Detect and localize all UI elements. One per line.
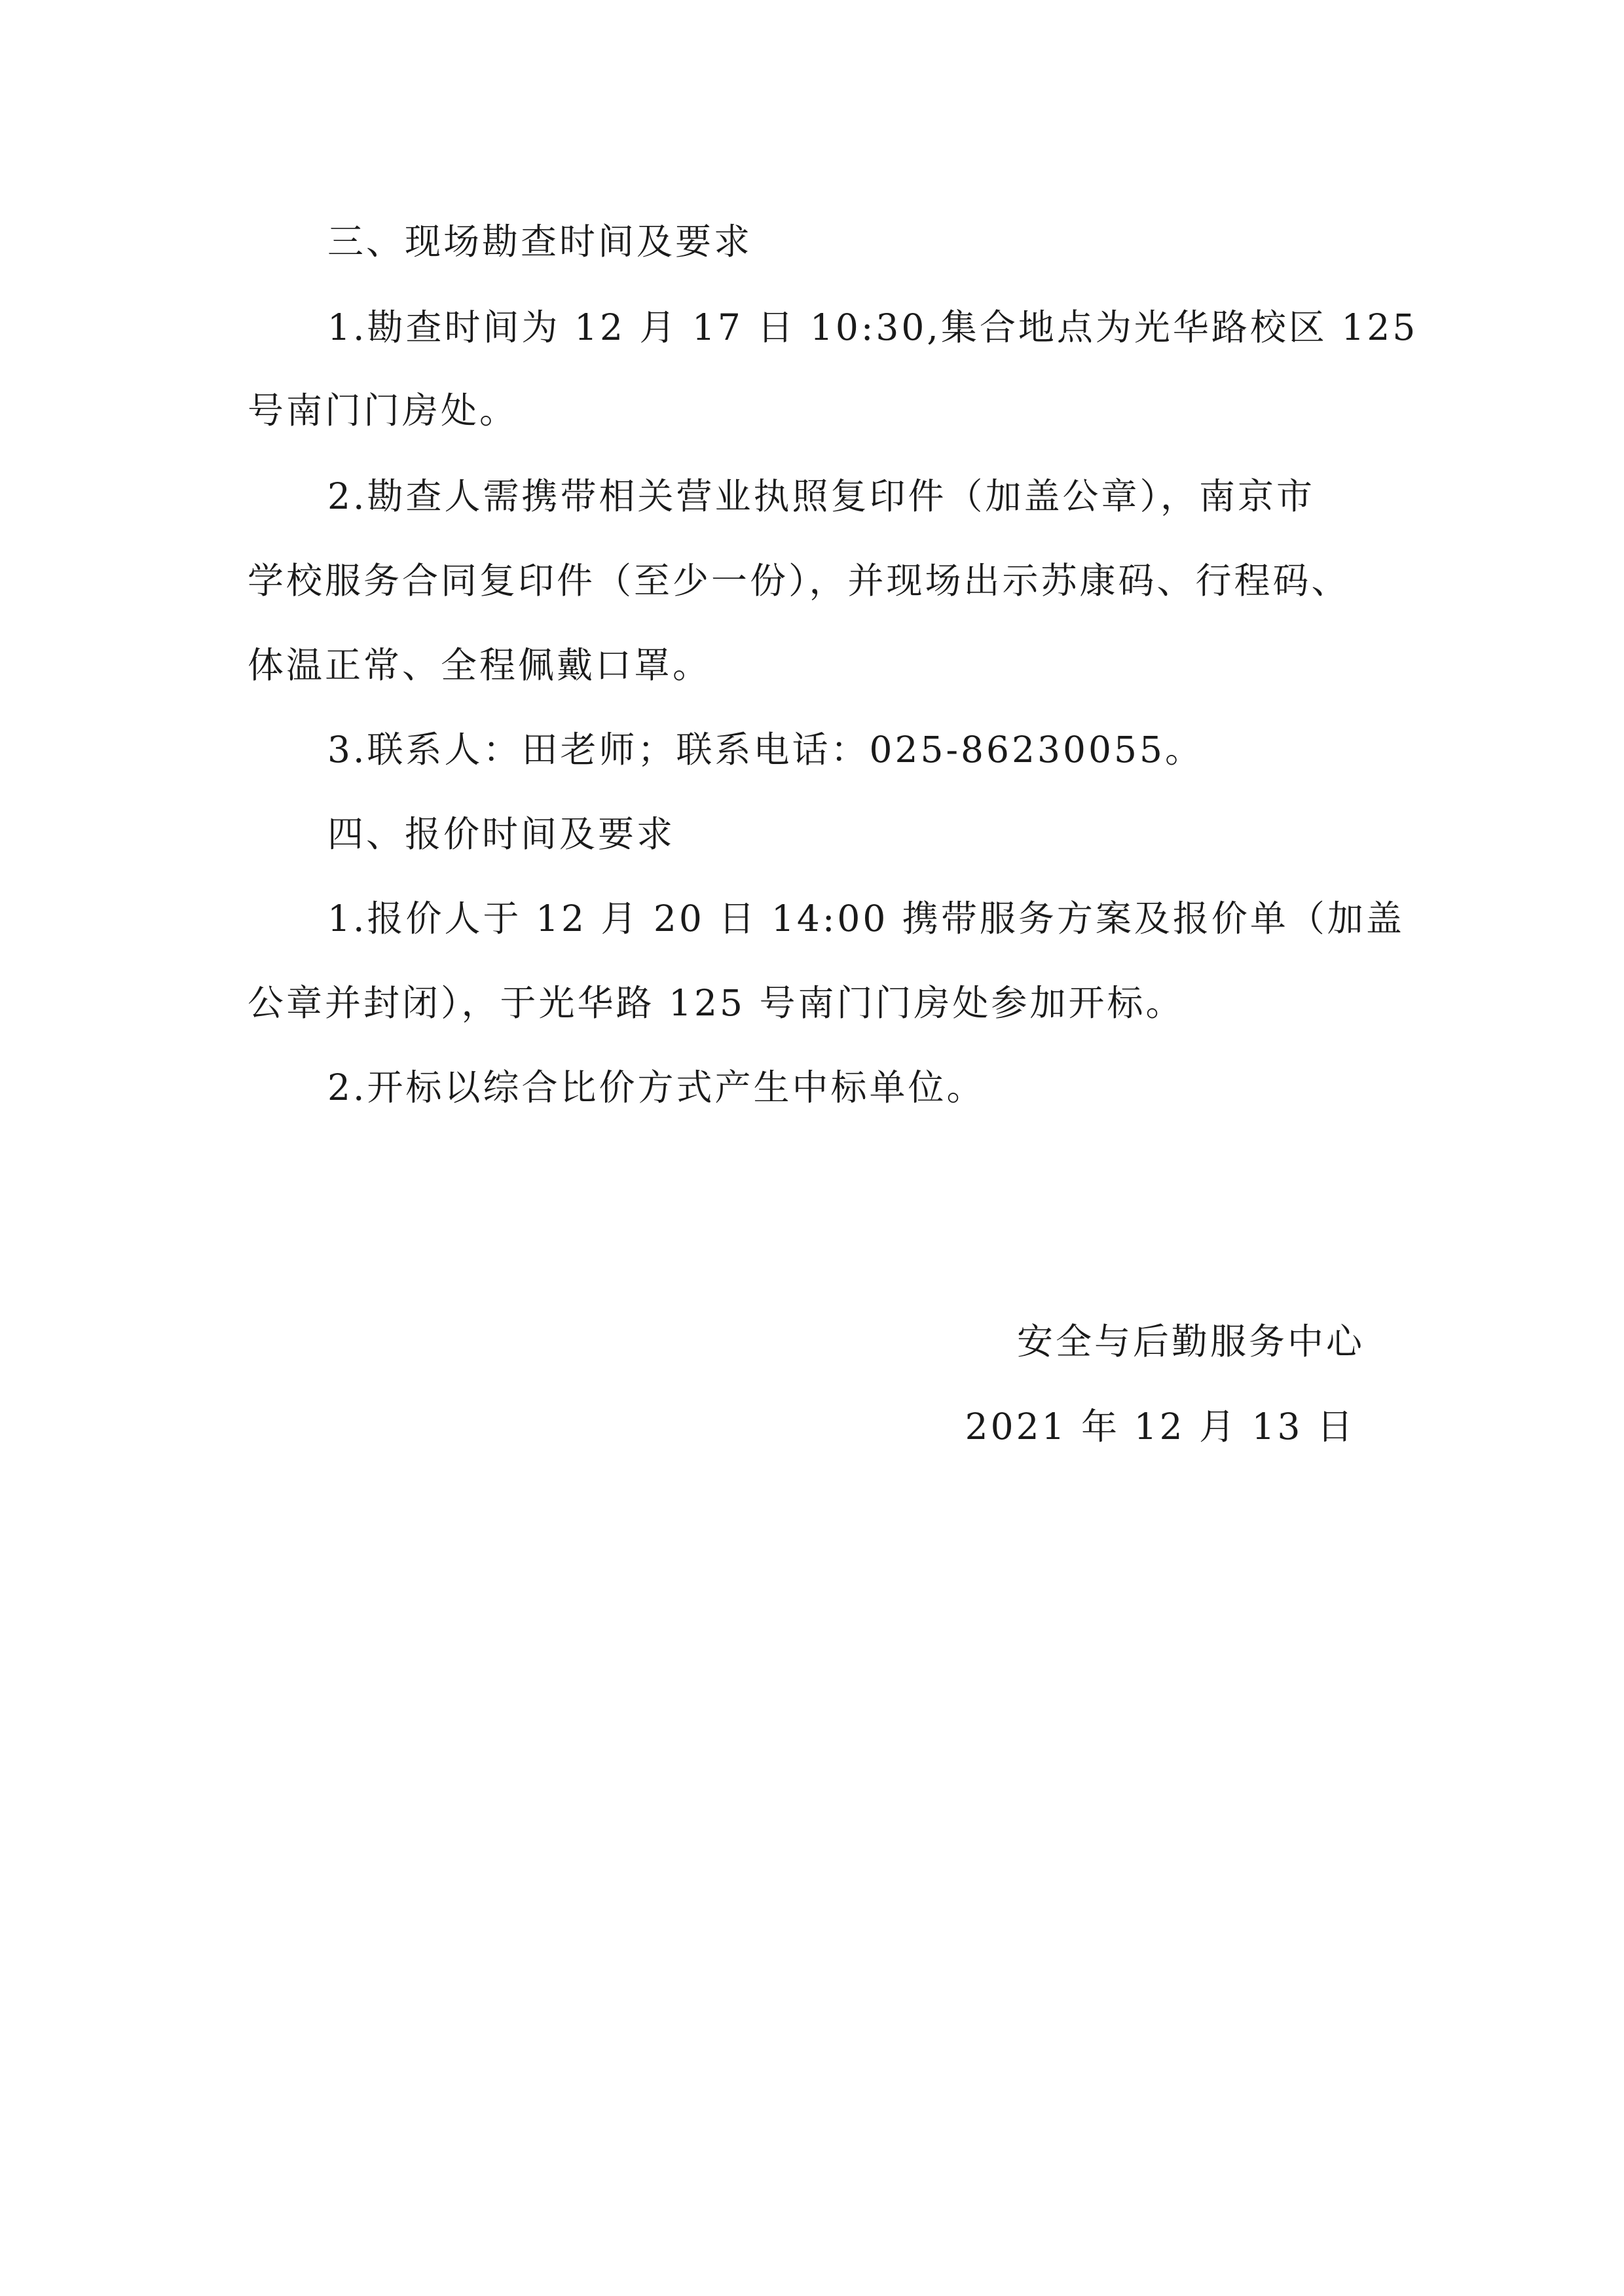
paragraph-4-line-2: 公章并封闭），于光华路 125 号南门门房处参加开标。 xyxy=(248,982,1185,1024)
paragraph-4-line-1: 1.报价人于 12 月 20 日 14:00 携带服务方案及报价单（加盖 xyxy=(327,898,1405,939)
signature-date: 2021 年 12 月 13 日 xyxy=(965,1406,1356,1448)
paragraph-1-line-1: 1.勘查时间为 12 月 17 日 10:30,集合地点为光华路校区 125 xyxy=(327,306,1418,348)
paragraph-2-line-2: 学校服务合同复印件（至少一份），并现场出示苏康码、行程码、 xyxy=(248,560,1350,602)
paragraph-2-line-1: 2.勘查人需携带相关营业执照复印件（加盖公章），南京市 xyxy=(327,475,1315,517)
paragraph-1-line-2: 号南门门房处。 xyxy=(248,390,519,431)
section-heading-3: 三、现场勘查时间及要求 xyxy=(327,221,753,263)
section-heading-4: 四、报价时间及要求 xyxy=(327,813,676,855)
paragraph-5-line-1: 2.开标以综合比价方式产生中标单位。 xyxy=(327,1066,986,1108)
signature-org: 安全与后勤服务中心 xyxy=(1016,1321,1365,1362)
paragraph-3-line-1: 3.联系人：田老师；联系电话：025-86230055。 xyxy=(327,729,1204,771)
paragraph-2-line-3: 体温正常、全程佩戴口罩。 xyxy=(248,644,712,686)
